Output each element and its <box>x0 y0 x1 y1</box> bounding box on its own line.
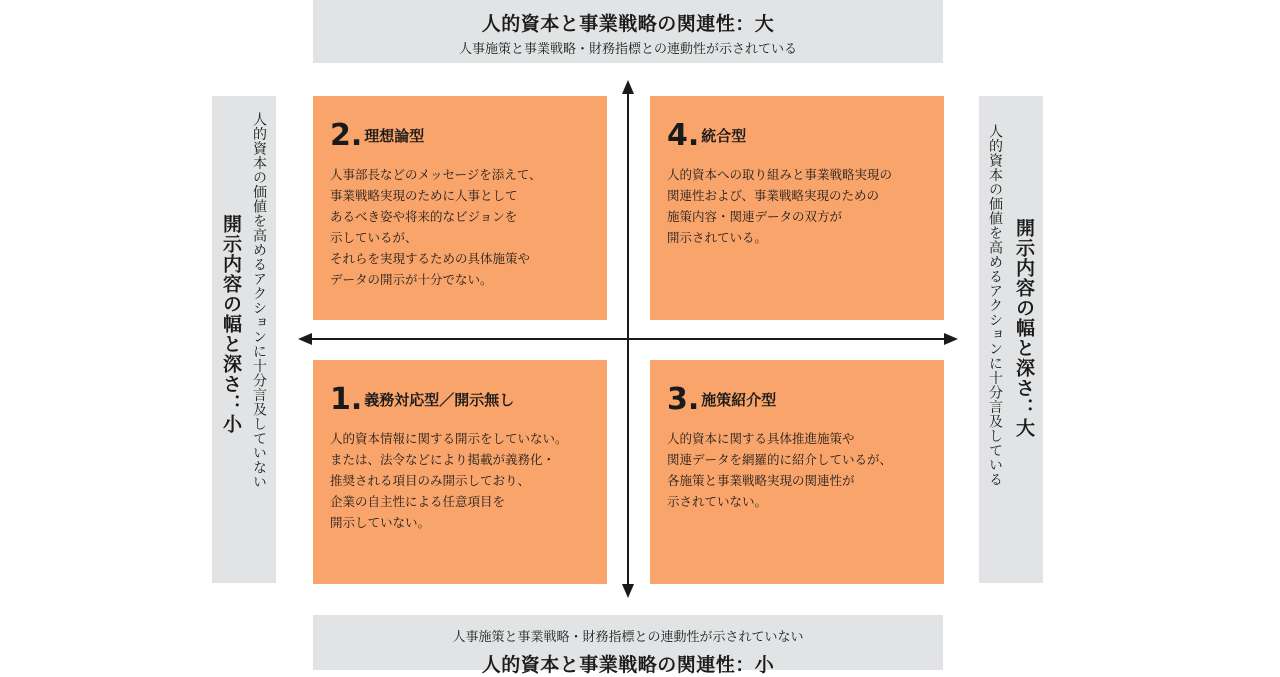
description-line: 関連性および、事業戦略実現のための <box>667 188 880 203</box>
right-axis-title: 開示内容の幅と深さ：大 <box>1013 218 1035 438</box>
description-line: 推奨される項目のみ開示しており、 <box>330 473 531 488</box>
left-axis-title: 開示内容の幅と深さ：小 <box>220 214 242 434</box>
description-line: 示しているが、 <box>330 230 418 245</box>
description-line: 示されていない。 <box>667 494 768 509</box>
description-line: あるべき姿や将来的なビジョンを <box>330 209 518 224</box>
left-axis-subtitle: 人的資本の価値を高めるアクションに十分言及していない <box>251 112 267 489</box>
bottom-axis-subtitle: 人事施策と事業戦略・財務指標との連動性が示されていない <box>452 630 804 645</box>
description-line: 人事部長などのメッセージを添えて、 <box>330 167 542 182</box>
quadrant-name: 統合型 <box>701 127 747 145</box>
right-axis-subtitle: 人的資本の価値を高めるアクションに十分言及している <box>987 124 1003 487</box>
quadrant-number: 3. <box>667 382 700 417</box>
description-line: 各施策と事業戦略実現の関連性が <box>667 473 855 488</box>
description-line: 開示されている。 <box>667 230 768 245</box>
quadrant-name: 義務対応型／開示無し <box>364 391 515 409</box>
arrow-right-icon <box>944 333 958 345</box>
quadrant-number: 1. <box>330 382 363 417</box>
description-line: 人的資本への取り組みと事業戦略実現の <box>667 167 893 182</box>
description-line: 人的資本情報に関する開示をしていない。 <box>330 431 568 446</box>
description-line: または、法令などにより掲載が義務化・ <box>330 452 556 467</box>
description-line: データの開示が十分でない。 <box>330 272 493 287</box>
description-line: それらを実現するための具体施策や <box>330 251 531 266</box>
quadrant-number: 4. <box>667 118 700 153</box>
description-line: 関連データを網羅的に紹介しているが、 <box>667 452 893 467</box>
top-axis-title: 人的資本と事業戦略の関連性：大 <box>481 13 775 35</box>
description-line: 開示していない。 <box>330 515 431 530</box>
quadrant-name: 理想論型 <box>364 127 425 145</box>
description-line: 人的資本に関する具体推進施策や <box>667 431 855 446</box>
arrow-down-icon <box>622 584 634 598</box>
quadrant-name: 施策紹介型 <box>701 391 777 409</box>
top-axis-subtitle: 人事施策と事業戦略・財務指標との連動性が示されている <box>458 42 797 57</box>
description-line: 事業戦略実現のために人事として <box>330 188 518 203</box>
description-line: 企業の自主性による任意項目を <box>330 494 506 509</box>
arrow-up-icon <box>622 80 634 94</box>
bottom-axis-title: 人的資本と事業戦略の関連性：小 <box>481 654 775 676</box>
description-line: 施策内容・関連データの双方が <box>667 209 843 224</box>
quadrant-number: 2. <box>330 118 363 153</box>
arrow-left-icon <box>298 333 312 345</box>
